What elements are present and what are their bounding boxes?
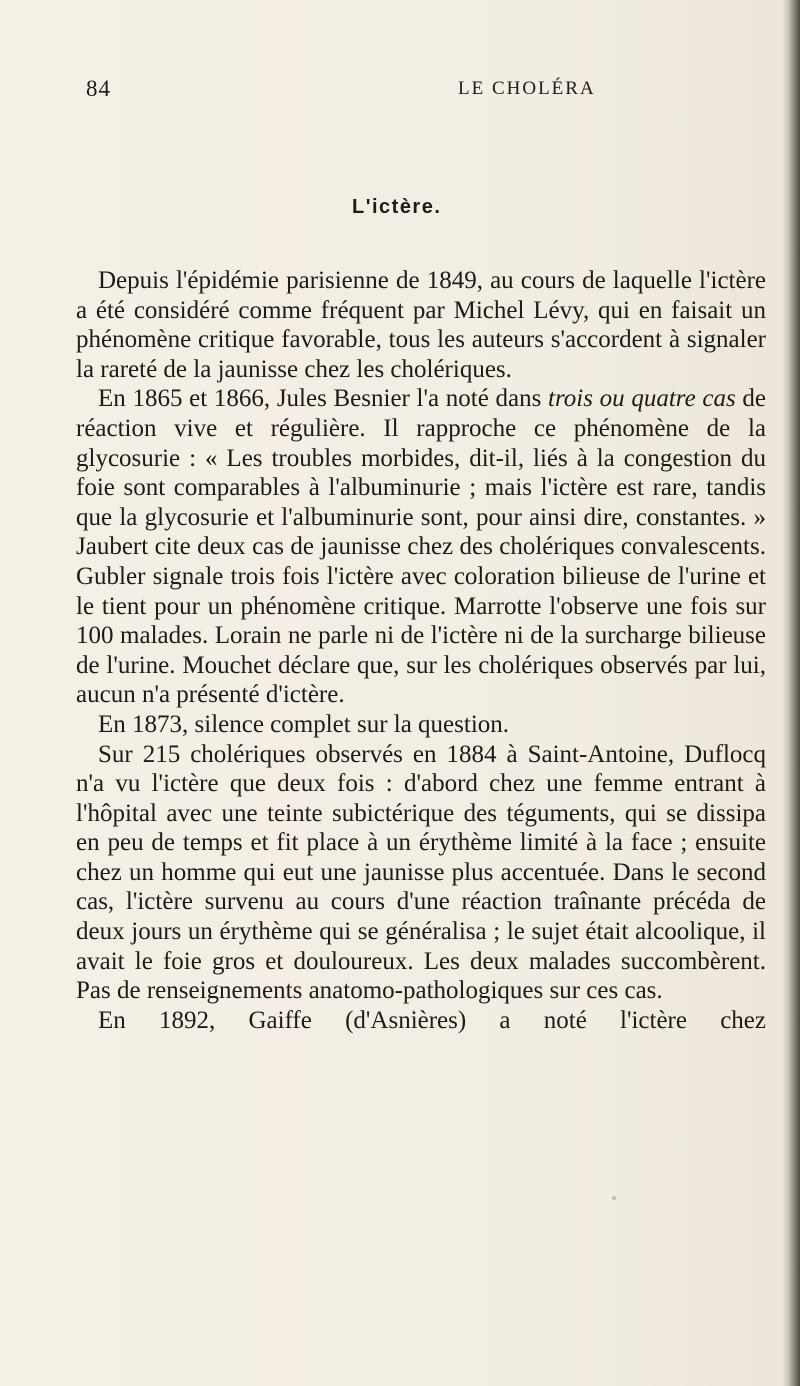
paper-speck [612, 1196, 616, 1200]
paragraph-5: En 1892, Gaiffe (d'Asnières) a noté l'ictère chez [98, 1006, 766, 1034]
running-head: LE CHOLÉRA [458, 78, 596, 99]
body-text [76, 266, 766, 1035]
paper-speck [412, 1010, 415, 1013]
paragraph-2-italic: trois ou quatre cas [548, 385, 736, 413]
paragraph-4: Sur 215 cholériques observés en 1884 à Saint-Antoine, Duflocq n'a vu l'ictère que deux fois : d'abord chez une femme entrant à l'hôpital avec une teinte subictérique des téguments, qui se dissipa en peu de temps et fit place à un érythème limité à la face ; ensuite chez un homme qui eut une jaunisse plus accentuée. Dans le second cas, l'ictère survenu au cours d'une réaction traînante précéda de deux jours un érythème qui se généralisa ; le sujet était alcoolique, il avait le foie gros et douloureux. Les deux malades succombèrent. Pas de renseignements anatomo-pathologiques sur ces cas. [76, 740, 766, 1005]
page-edge-shadow [782, 0, 800, 1386]
paragraph-3: En 1873, silence complet sur la question. [98, 710, 510, 738]
paragraph-2 [76, 384, 766, 710]
paragraph-2-text-start: En 1865 et 1866, Jules Besnier l'a noté dans [98, 385, 549, 413]
paragraph-1: Depuis l'épidémie parisienne de 1849, au cours de laquelle l'ictère a été considéré comme fréquent par Michel Lévy, qui en faisait un phénomène critique favorable, tous les auteurs s'accordent à signaler la rareté de la jaunisse chez les cholériques. [76, 267, 766, 383]
page-number: 84 [86, 76, 111, 101]
section-title: L'ictère. [352, 196, 442, 218]
paragraph-2-text-end: de réaction vive et régulière. Il rapproche ce phénomène de la glycosurie : « Les troubles morbides, dit-il, liés à la congestion du foie sont comparables à l'albuminurie ; mais l'ictère est rare, tandis que la glycosurie et l'albuminurie sont, pour ainsi dire, constantes. » Jaubert cite deux cas de jaunisse chez des cholériques convalescents. Gubler signale trois fois l'ictère avec coloration bilieuse de l'urine et le tient pour un phénomène critique. Marrotte l'observe une fois sur 100 malades. Lorain ne parle ni de l'ictère ni de la surcharge bilieuse de l'urine. Mouchet déclare que, sur les cholériques observés par lui, aucun n'a présenté d'ictère. [76, 385, 767, 709]
page-header [86, 76, 766, 106]
